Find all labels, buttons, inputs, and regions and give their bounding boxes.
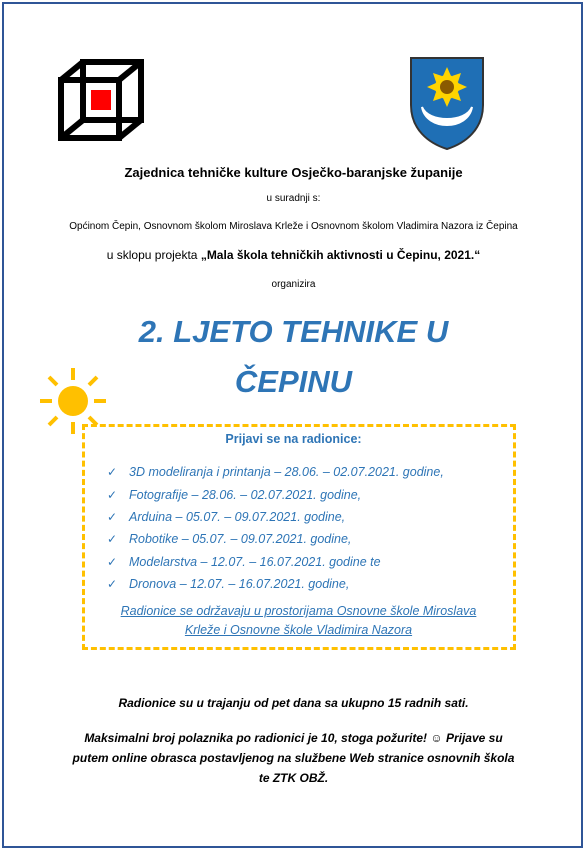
workshop-text: Modelarstva – 12.07. – 16.07.2021. godine te — [129, 554, 381, 569]
checkmark-icon: ✓ — [107, 487, 118, 502]
collaboration-label: u suradnji s: — [266, 193, 321, 204]
location-line-2: Krleže i Osnovne škole Vladimira Nazora — [184, 623, 413, 637]
info-line-3: te ZTK OBŽ. — [258, 771, 329, 785]
location-line-1: Radionice se održavaju u prostorijama Osnovne škole Miroslava — [120, 604, 477, 618]
list-item — [107, 551, 444, 573]
project-line — [0, 248, 587, 262]
cepin-coat-of-arms-icon — [408, 55, 486, 151]
checkmark-icon: ✓ — [107, 509, 118, 524]
ztk-cube-logo — [57, 58, 147, 142]
title-line-1: 2. LJETO TEHNIKE U — [138, 314, 449, 349]
partners-text: Općinom Čepin, Osnovnom školom Miroslava Krleže i Osnovnom školom Vladimira Nazora iz Čepina — [69, 221, 518, 232]
location-text — [0, 602, 587, 640]
list-item — [107, 528, 444, 550]
checkmark-icon: ✓ — [107, 465, 118, 480]
project-name: „Mala škola tehničkih aktivnosti u Čepinu, 2021.“ — [200, 248, 481, 262]
list-item — [107, 506, 444, 528]
workshop-text: Robotike – 05.07. – 09.07.2021. godine, — [129, 532, 352, 547]
title-line-2: ČEPINU — [234, 364, 353, 399]
list-item — [107, 483, 444, 505]
workshop-text: Arduina – 05.07. – 09.07.2021. godine, — [129, 509, 346, 524]
info-text — [0, 728, 587, 788]
project-prefix: u sklopu projekta — [106, 248, 201, 262]
checkmark-icon: ✓ — [107, 577, 118, 592]
list-item — [107, 573, 444, 595]
workshop-text: 3D modeliranja i printanja – 28.06. – 02.07.2021. godine, — [129, 465, 444, 480]
organizer-name: Zajednica tehničke kulture Osječko-baranjske županije — [124, 165, 463, 180]
workshop-text: Fotografije – 28.06. – 02.07.2021. godine, — [129, 487, 362, 502]
checkmark-icon: ✓ — [107, 554, 118, 569]
info-line-2: putem online obrasca postavljenog na službene Web stranice osnovnih škola — [72, 751, 515, 765]
list-item — [107, 461, 444, 483]
info-line-1: Maksimalni broj polaznika po radionici je 10, stoga požurite! ☺ Prijave su — [84, 731, 503, 745]
organizes-label: organizira — [271, 279, 316, 290]
duration-text: Radionice su u trajanju od pet dana sa ukupno 15 radnih sati. — [118, 696, 469, 710]
workshop-list — [107, 461, 444, 595]
workshop-text: Dronova – 12.07. – 16.07.2021. godine, — [129, 577, 350, 592]
checkmark-icon: ✓ — [107, 532, 118, 547]
signup-title: Prijavi se na radionice: — [225, 432, 362, 446]
